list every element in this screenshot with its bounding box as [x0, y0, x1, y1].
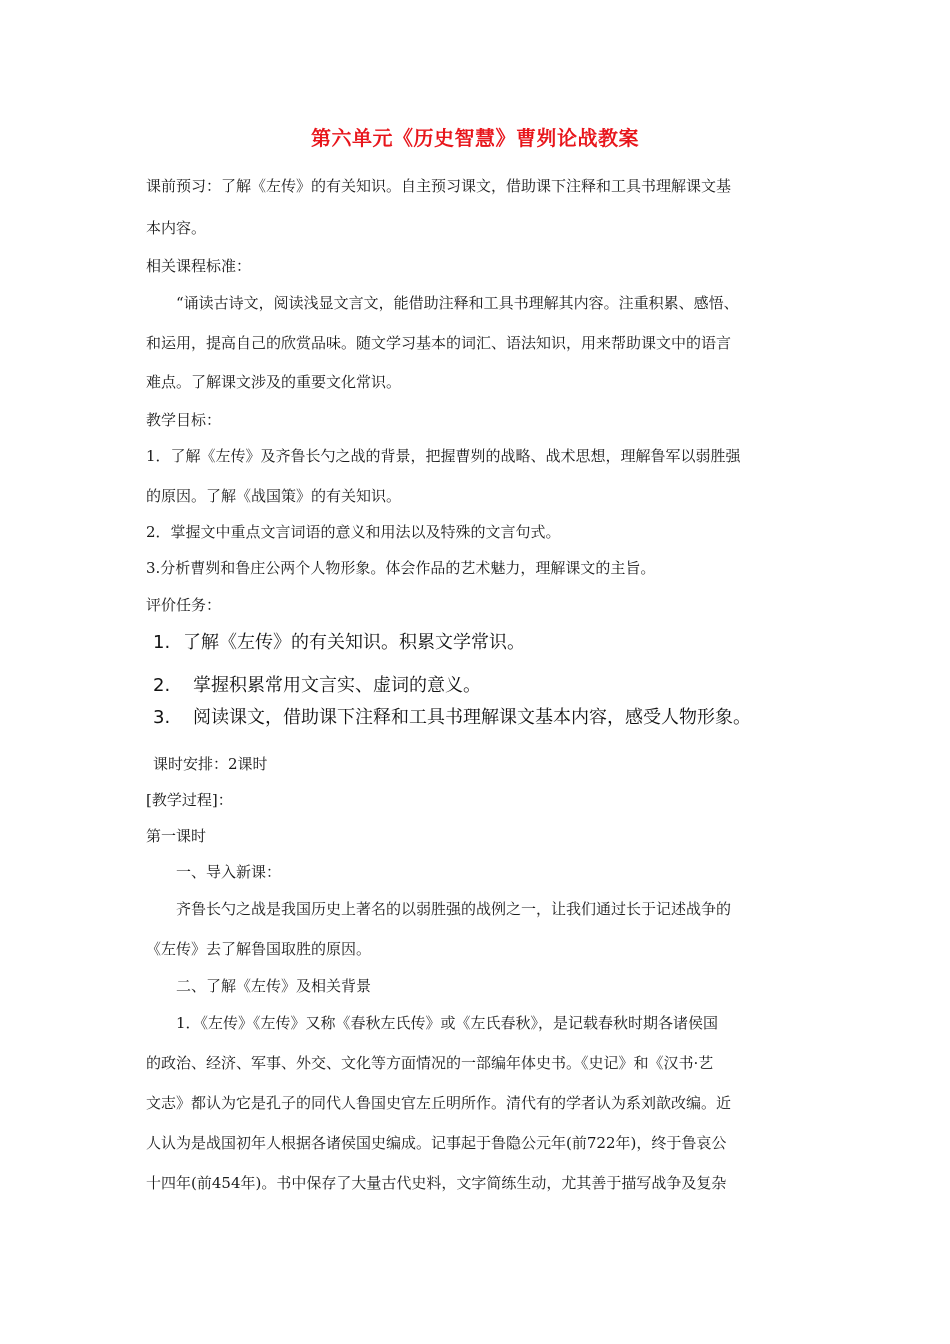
background-line-5: 十四年(前454年)。书中保存了大量古代史料，文字简练生动，尤其善于描写战争及复杂: [146, 1174, 727, 1192]
task-number: 1.: [153, 632, 171, 653]
task-item-3: [153, 706, 751, 730]
goal-2: 2．掌握文中重点文言词语的意义和用法以及特殊的文言句式。: [146, 523, 561, 541]
task-text: 掌握积累常用文言实、虚词的意义。: [193, 675, 481, 696]
tasks-heading: 评价任务：: [146, 596, 222, 614]
standard-line-3: 难点。了解课文涉及的重要文化常识。: [146, 373, 402, 391]
task-number: 3.: [153, 707, 171, 728]
process-heading: [教学过程]：: [146, 791, 233, 809]
page-title: 第六单元《历史智慧》曹刿论战教案: [311, 126, 639, 150]
standard-line-2: 和运用，提高自己的欣赏品味。随文学习基本的词汇、语法知识，用来帮助课文中的语言: [146, 334, 732, 352]
task-item-1: [153, 631, 525, 655]
task-text: 阅读课文，借助课下注释和工具书理解课文基本内容，感受人物形象。: [193, 707, 751, 728]
preview-line-1: 课前预习：了解《左传》的有关知识。自主预习课文，借助课下注释和工具书理解课文基: [146, 177, 732, 195]
standard-line-1: “诵读古诗文，阅读浅显文言文，能借助注释和工具书理解其内容。注重积累、感悟、: [176, 294, 739, 312]
task-item-2: [153, 674, 481, 698]
schedule: 课时安排：2课时: [153, 755, 268, 773]
preview-line-2: 本内容。: [146, 219, 207, 237]
standard-heading: 相关课程标准：: [146, 257, 252, 275]
lesson-1-heading: 第一课时: [146, 827, 207, 845]
intro-line-1: 齐鲁长勺之战是我国历史上著名的以弱胜强的战例之一，让我们通过长于记述战争的: [176, 900, 732, 918]
goal-1-line-1: 1．了解《左传》及齐鲁长勺之战的背景，把握曹刿的战略、战术思想，理解鲁军以弱胜强: [146, 447, 741, 465]
task-text: 了解《左传》的有关知识。积累文学常识。: [183, 632, 525, 653]
task-number: 2.: [153, 675, 171, 696]
background-heading: 二、了解《左传》及相关背景: [176, 977, 372, 995]
intro-line-2: 《左传》去了解鲁国取胜的原因。: [146, 940, 372, 958]
goals-heading: 教学目标：: [146, 411, 222, 429]
intro-heading: 一、导入新课：: [176, 863, 282, 881]
goal-1-line-2: 的原因。了解《战国策》的有关知识。: [146, 487, 402, 505]
background-line-2: 的政治、经济、军事、外交、文化等方面情况的一部编年体史书。《史记》和《汉书·艺: [146, 1054, 714, 1072]
background-line-1: 1．《左传》《左传》又称《春秋左氏传》或《左氏春秋》，是记载春秋时期各诸侯国: [176, 1014, 719, 1032]
background-line-3: 文志》都认为它是孔子的同代人鲁国史官左丘明所作。清代有的学者认为系刘歆改编。近: [146, 1094, 732, 1112]
background-line-4: 人认为是战国初年人根据各诸侯国史编成。记事起于鲁隐公元年(前722年)，终于鲁哀公: [146, 1134, 727, 1152]
goal-3: 3.分析曹刿和鲁庄公两个人物形象。体会作品的艺术魅力，理解课文的主旨。: [146, 559, 656, 577]
